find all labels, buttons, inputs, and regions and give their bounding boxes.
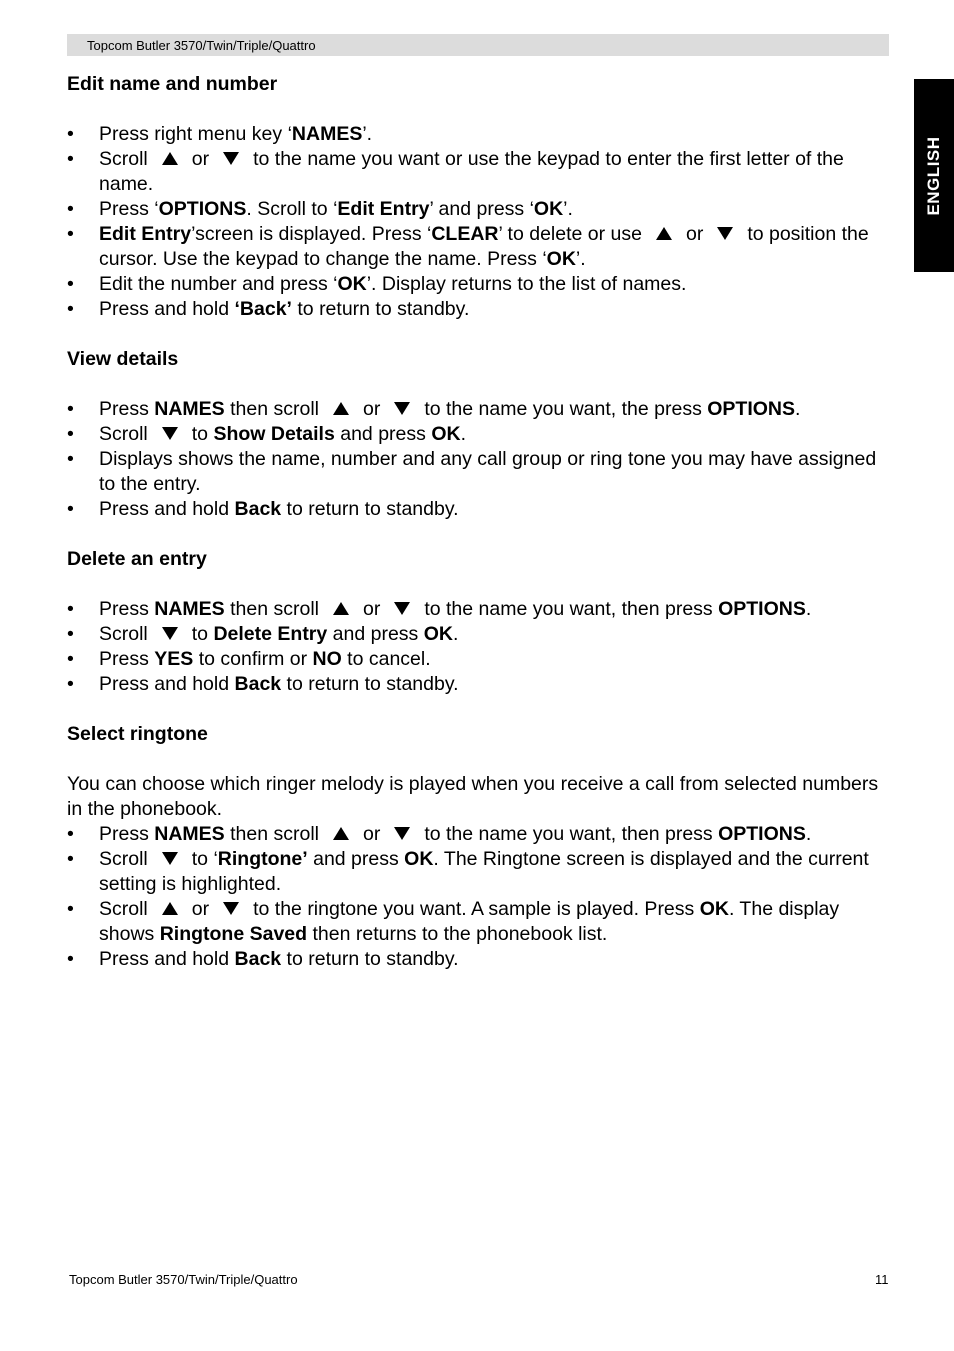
triangle-down-icon <box>394 602 410 615</box>
list-item: • Press NAMES then scroll or to the name you want, then press OPTIONS. <box>67 822 889 847</box>
section-title-ringtone: Select ringtone <box>67 723 208 745</box>
list-item: • Scroll or to the name you want or use the keypad to enter the first letter of the name. <box>67 147 889 197</box>
triangle-down-icon <box>162 427 178 440</box>
header-title: Topcom Butler 3570/Twin/Triple/Quattro <box>87 38 316 53</box>
delete-steps <box>67 597 889 697</box>
list-item: • Press and hold Back to return to standby. <box>67 497 889 522</box>
list-item: • Press NAMES then scroll or to the name you want, then press OPTIONS. <box>67 597 889 622</box>
list-item: • Press and hold ‘Back’ to return to standby. <box>67 297 889 322</box>
list-item: • Press and hold Back to return to standby. <box>67 947 889 972</box>
triangle-down-icon <box>717 227 733 240</box>
page-number: 11 <box>875 1272 889 1287</box>
triangle-up-icon <box>333 827 349 840</box>
section-title-view: View details <box>67 348 179 370</box>
triangle-down-icon <box>223 902 239 915</box>
triangle-up-icon <box>162 152 178 165</box>
page-content <box>67 72 889 972</box>
list-item: • Edit the number and press ‘OK’. Display returns to the list of names. <box>67 272 889 297</box>
triangle-down-icon <box>394 402 410 415</box>
list-item: • Press ‘OPTIONS. Scroll to ‘Edit Entry’ and press ‘OK’. <box>67 197 889 222</box>
list-item: • Scroll to ‘Ringtone’ and press OK. The Ringtone screen is displayed and the current setting is highlighted. <box>67 847 889 897</box>
list-item: • Scroll to Delete Entry and press OK. <box>67 622 889 647</box>
triangle-up-icon <box>162 902 178 915</box>
list-item: • Displays shows the name, number and any call group or ring tone you may have assigned to the entry. <box>67 447 889 497</box>
ringtone-steps <box>67 822 889 972</box>
list-item: • Scroll to Show Details and press OK. <box>67 422 889 447</box>
running-header <box>67 34 889 56</box>
triangle-down-icon <box>223 152 239 165</box>
triangle-down-icon <box>162 852 178 865</box>
triangle-down-icon <box>394 827 410 840</box>
language-tab <box>914 79 954 272</box>
list-item: • Press YES to confirm or NO to cancel. <box>67 647 889 672</box>
footer-title: Topcom Butler 3570/Twin/Triple/Quattro <box>69 1272 298 1287</box>
list-item: • Press NAMES then scroll or to the name you want, the press OPTIONS. <box>67 397 889 422</box>
list-item: • Scroll or to the ringtone you want. A sample is played. Press OK. The display shows Ringtone Saved then returns to the phonebook list. <box>67 897 889 947</box>
language-tab-label: ENGLISH <box>924 135 943 216</box>
triangle-up-icon <box>656 227 672 240</box>
section-title-delete: Delete an entry <box>67 548 207 570</box>
triangle-down-icon <box>162 627 178 640</box>
triangle-up-icon <box>333 402 349 415</box>
list-item: • Edit Entry’screen is displayed. Press ‘CLEAR’ to delete or use or to position the cursor. Use the keypad to change the name. Press ‘OK’. <box>67 222 889 272</box>
list-item: • Press right menu key ‘NAMES’. <box>67 122 889 147</box>
ringtone-intro: You can choose which ringer melody is played when you receive a call from selected numbers in the phonebook. <box>67 773 879 820</box>
section-title-edit: Edit name and number <box>67 73 278 95</box>
edit-steps <box>67 122 889 322</box>
view-steps <box>67 397 889 522</box>
list-item: • Press and hold Back to return to standby. <box>67 672 889 697</box>
triangle-up-icon <box>333 602 349 615</box>
